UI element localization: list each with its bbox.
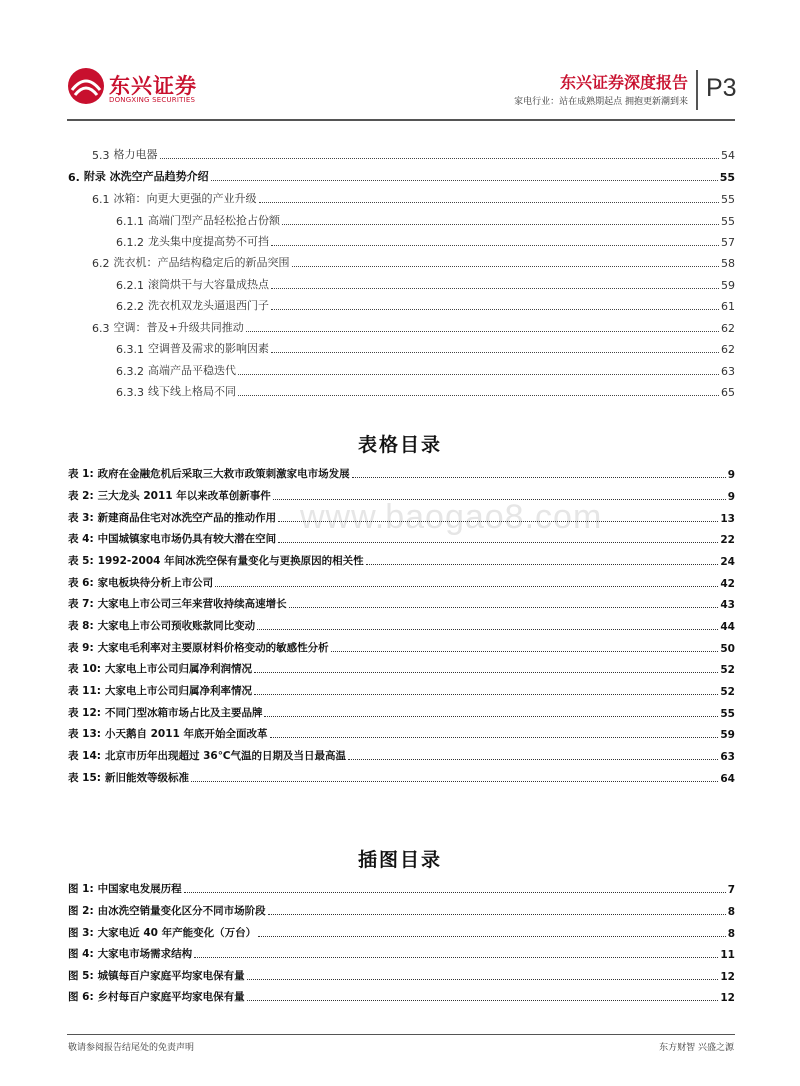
table-list-entry[interactable] <box>68 465 735 481</box>
toc-entry[interactable] <box>68 168 735 184</box>
entry-leader <box>247 1000 719 1001</box>
toc-entry[interactable] <box>116 383 735 399</box>
table-list-entry[interactable] <box>68 769 735 785</box>
entry-leader <box>352 477 726 478</box>
logo-chinese-name: 东兴证券 <box>109 74 197 98</box>
entry-text: 家电板块待分析上市公司 <box>97 577 214 589</box>
entry-label: 图 1: <box>68 883 94 895</box>
page-number: P3 <box>706 74 737 102</box>
toc-entry[interactable] <box>116 297 735 313</box>
entry-text: 大家电近 40 年产能变化（万台） <box>97 927 257 939</box>
entry-label: 表 6: <box>68 577 94 589</box>
toc-page: 55 <box>721 193 735 206</box>
footer-slogan: 东方财智 兴盛之源 <box>659 1043 734 1053</box>
toc-text: 空调：普及+升级共同推动 <box>113 321 244 334</box>
tables-list-title: 表格目录 <box>357 434 442 456</box>
entry-leader <box>289 607 719 608</box>
toc-page: 63 <box>721 365 735 378</box>
entry-page: 59 <box>720 729 735 741</box>
figure-list-entry[interactable] <box>68 880 735 896</box>
page-header <box>0 0 800 125</box>
entry-page: 8 <box>727 928 735 940</box>
toc-page: 62 <box>721 322 735 335</box>
toc-text: 高端产品平稳迭代 <box>148 364 236 377</box>
toc-leader <box>259 202 720 203</box>
entry-leader <box>257 629 718 630</box>
toc-text: 洗衣机：产品结构稳定后的新品突围 <box>113 256 290 269</box>
entry-text: 中国城镇家电市场仍具有较大潜在空间 <box>97 533 277 545</box>
toc-page: 65 <box>721 386 735 399</box>
toc-leader <box>160 158 720 159</box>
toc-entry[interactable] <box>116 212 735 228</box>
entry-text: 大家电毛利率对主要原材料价格变动的敏感性分析 <box>97 642 329 654</box>
entry-text: 三大龙头 2011 年以来改革创新事件 <box>97 490 271 502</box>
table-list-entry[interactable] <box>68 639 735 655</box>
toc-leader <box>271 352 719 353</box>
table-list-entry[interactable] <box>68 704 735 720</box>
entry-text: 新旧能效等级标准 <box>104 772 189 784</box>
toc-page: 54 <box>721 149 735 162</box>
toc-entry[interactable] <box>116 233 735 249</box>
entry-text: 大家电上市公司预收账款同比变动 <box>97 620 256 632</box>
entry-page: 9 <box>727 491 735 503</box>
entry-page: 9 <box>727 469 735 481</box>
table-list-entry[interactable] <box>68 487 735 503</box>
entry-leader <box>194 957 718 958</box>
entry-label: 表 3: <box>68 512 94 524</box>
toc-entry[interactable] <box>92 146 735 162</box>
toc-page: 62 <box>721 343 735 356</box>
entry-text: 不同门型冰箱市场占比及主要品牌 <box>104 707 263 719</box>
company-logo <box>67 66 217 110</box>
entry-leader <box>366 564 719 565</box>
entry-text: 1992-2004 年间冰洗空保有量变化与更换原因的相关性 <box>97 555 364 567</box>
report-title: 东兴证券深度报告 <box>559 73 688 92</box>
entry-page: 22 <box>720 534 735 546</box>
footer-disclaimer: 敬请参阅报告结尾处的免责声明 <box>68 1043 195 1053</box>
toc-leader <box>271 309 719 310</box>
entry-page: 63 <box>720 751 735 763</box>
entry-leader <box>184 892 726 893</box>
toc-page: 61 <box>721 300 735 313</box>
entry-leader <box>264 716 718 717</box>
toc-number: 6.3.3 <box>116 386 144 399</box>
entry-text: 小天鹅自 2011 年底开始全面改革 <box>104 728 268 740</box>
entry-text: 乡村每百户家庭平均家电保有量 <box>97 991 245 1003</box>
table-list-entry[interactable] <box>68 574 735 590</box>
entry-label: 图 2: <box>68 905 94 917</box>
entry-text: 大家电上市公司归属净利润情况 <box>104 663 252 675</box>
table-list-entry[interactable] <box>68 725 735 741</box>
entry-text: 大家电上市公司三年来营收持续高速增长 <box>97 598 287 610</box>
table-list-entry[interactable] <box>68 747 735 763</box>
entry-page: 13 <box>720 513 735 525</box>
table-list-entry[interactable] <box>68 530 735 546</box>
toc-leader <box>282 224 719 225</box>
entry-page: 55 <box>720 708 735 720</box>
toc-number: 6.3.1 <box>116 343 144 356</box>
entry-page: 12 <box>720 992 735 1004</box>
toc-page: 59 <box>721 279 735 292</box>
entry-label: 表 2: <box>68 490 94 502</box>
toc-number: 6.2.1 <box>116 279 144 292</box>
toc-text: 冰箱：向更大更强的产业升级 <box>113 192 257 205</box>
toc-leader <box>211 180 718 181</box>
entry-leader <box>254 672 718 673</box>
entry-label: 表 14: <box>68 750 101 762</box>
dongxing-logo-icon <box>67 66 105 106</box>
toc-text: 高端门型产品轻松抢占份额 <box>148 214 280 227</box>
toc-number: 6.1 <box>92 193 110 206</box>
figure-list-entry[interactable] <box>68 967 735 983</box>
entry-leader <box>331 651 719 652</box>
toc-text: 空调普及需求的影响因素 <box>148 342 269 355</box>
entry-leader <box>258 936 726 937</box>
toc-number: 5.3 <box>92 149 110 162</box>
figure-list-entry[interactable] <box>68 988 735 1004</box>
watermark: www.baogao8.com <box>300 498 603 536</box>
toc-number: 6. <box>68 171 80 184</box>
footer-rule <box>67 1034 735 1035</box>
entry-text: 新建商品住宅对冰洗空产品的推动作用 <box>97 512 277 524</box>
entry-leader <box>270 737 719 738</box>
toc-number: 6.2 <box>92 257 110 270</box>
entry-leader <box>348 759 718 760</box>
entry-page: 44 <box>720 621 735 633</box>
entry-leader <box>247 979 719 980</box>
entry-label: 表 1: <box>68 468 94 480</box>
toc-entry[interactable] <box>92 190 735 206</box>
entry-leader <box>215 586 718 587</box>
figure-list-entry[interactable] <box>68 902 735 918</box>
entry-leader <box>278 521 718 522</box>
toc-leader <box>271 288 719 289</box>
toc-number: 6.1.1 <box>116 215 144 228</box>
entry-text: 北京市历年出现超过 36℃气温的日期及当日最高温 <box>104 750 346 762</box>
entry-label: 表 4: <box>68 533 94 545</box>
figures-list-title: 插图目录 <box>357 849 442 871</box>
table-list-entry[interactable] <box>68 682 735 698</box>
toc-page: 58 <box>721 257 735 270</box>
table-list-entry[interactable] <box>68 617 735 633</box>
toc-text: 格力电器 <box>113 148 158 161</box>
entry-label: 表 13: <box>68 728 101 740</box>
table-list-entry[interactable] <box>68 509 735 525</box>
entry-text: 政府在金融危机后采取三大救市政策刺激家电市场发展 <box>97 468 350 480</box>
entry-page: 24 <box>720 556 735 568</box>
toc-page: 55 <box>719 171 735 184</box>
toc-entry[interactable] <box>116 340 735 356</box>
toc-leader <box>246 331 719 332</box>
entry-leader <box>254 694 718 695</box>
entry-text: 城镇每百户家庭平均家电保有量 <box>97 970 245 982</box>
header-rule <box>67 119 735 121</box>
table-list-entry[interactable] <box>68 660 735 676</box>
entry-leader <box>191 781 718 782</box>
entry-text: 大家电市场需求结构 <box>97 948 193 960</box>
entry-label: 表 15: <box>68 772 101 784</box>
header-divider <box>696 70 698 110</box>
entry-page: 12 <box>720 971 735 983</box>
entry-label: 表 5: <box>68 555 94 567</box>
entry-leader <box>278 542 718 543</box>
toc-text: 洗衣机双龙头逼退西门子 <box>148 299 269 312</box>
entry-text: 大家电上市公司归属净利率情况 <box>104 685 252 697</box>
toc-leader <box>238 374 719 375</box>
entry-label: 表 12: <box>68 707 101 719</box>
toc-entry[interactable] <box>92 254 735 270</box>
entry-page: 64 <box>720 773 735 785</box>
figure-list-entry[interactable] <box>68 924 735 940</box>
toc-page: 55 <box>721 215 735 228</box>
toc-text: 附录 冰洗空产品趋势介绍 <box>83 170 209 183</box>
toc-leader <box>271 245 719 246</box>
toc-text: 线下线上格局不同 <box>148 385 236 398</box>
report-subtitle: 家电行业：站在成熟期起点 拥抱更新潮到来 <box>514 97 688 107</box>
entry-text: 由冰洗空销量变化区分不同市场阶段 <box>97 905 266 917</box>
toc-text: 滚筒烘干与大容量成热点 <box>148 278 269 291</box>
entry-label: 表 9: <box>68 642 94 654</box>
entry-page: 11 <box>720 949 735 961</box>
entry-leader <box>273 499 726 500</box>
toc-number: 6.2.2 <box>116 300 144 313</box>
entry-page: 8 <box>727 906 735 918</box>
entry-label: 图 6: <box>68 991 94 1003</box>
toc-number: 6.3.2 <box>116 365 144 378</box>
entry-page: 43 <box>720 599 735 611</box>
toc-leader <box>292 266 720 267</box>
toc-entry[interactable] <box>116 276 735 292</box>
entry-text: 中国家电发展历程 <box>97 883 182 895</box>
entry-label: 表 8: <box>68 620 94 632</box>
toc-number: 6.1.2 <box>116 236 144 249</box>
logo-english-name: DONGXING SECURITIES <box>109 96 196 104</box>
entry-page: 50 <box>720 643 735 655</box>
entry-label: 表 7: <box>68 598 94 610</box>
table-list-entry[interactable] <box>68 552 735 568</box>
entry-page: 42 <box>720 578 735 590</box>
entry-page: 52 <box>720 686 735 698</box>
entry-label: 表 11: <box>68 685 101 697</box>
entry-label: 表 10: <box>68 663 101 675</box>
toc-text: 龙头集中度提高势不可挡 <box>148 235 269 248</box>
toc-page: 57 <box>721 236 735 249</box>
entry-leader <box>268 914 726 915</box>
toc-entry[interactable] <box>116 362 735 378</box>
entry-label: 图 5: <box>68 970 94 982</box>
table-list-entry[interactable] <box>68 595 735 611</box>
toc-number: 6.3 <box>92 322 110 335</box>
entry-page: 52 <box>720 664 735 676</box>
toc-leader <box>238 395 719 396</box>
entry-label: 图 3: <box>68 927 94 939</box>
figure-list-entry[interactable] <box>68 945 735 961</box>
entry-page: 7 <box>727 884 735 896</box>
entry-label: 图 4: <box>68 948 94 960</box>
toc-entry[interactable] <box>92 319 735 335</box>
